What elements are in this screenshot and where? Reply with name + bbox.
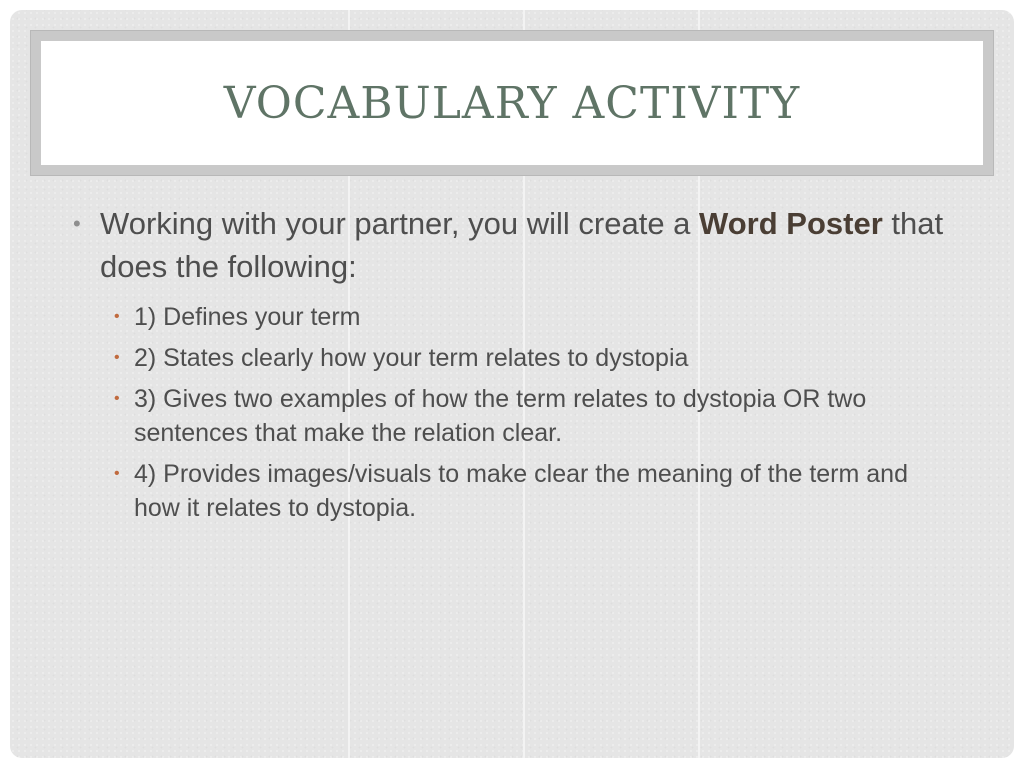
sub-bullet (70, 300, 960, 334)
slide-body (70, 202, 960, 532)
sub-bullet (70, 382, 960, 450)
main-bullet-text-after: that does the following: (100, 206, 944, 284)
bullet-icon: • (114, 465, 120, 482)
sub-bullet-text: 3) Gives two examples of how the term relates to dystopia OR two sentences that make the relation clear. (134, 385, 867, 447)
title-frame (30, 30, 994, 176)
bullet-icon: • (114, 308, 120, 325)
bullet-icon: • (114, 349, 120, 366)
slide-title: VOCABULARY ACTIVITY (223, 77, 801, 129)
main-bullet-text: Working with your partner, you will create a (100, 206, 700, 241)
sub-bullet-text: 4) Provides images/visuals to make clear the meaning of the term and how it relates to dystopia. (134, 460, 908, 522)
slide (10, 10, 1014, 758)
bullet-icon: • (114, 390, 120, 407)
main-bullet (70, 202, 960, 288)
sub-bullet (70, 341, 960, 375)
title-box (41, 41, 983, 165)
sub-bullet (70, 457, 960, 525)
main-bullet-bold: Word Poster (699, 206, 883, 241)
sub-bullet-list (70, 300, 960, 525)
sub-bullet-text: 1) Defines your term (134, 303, 361, 331)
bullet-icon: • (73, 211, 81, 236)
sub-bullet-text: 2) States clearly how your term relates to dystopia (134, 344, 689, 372)
